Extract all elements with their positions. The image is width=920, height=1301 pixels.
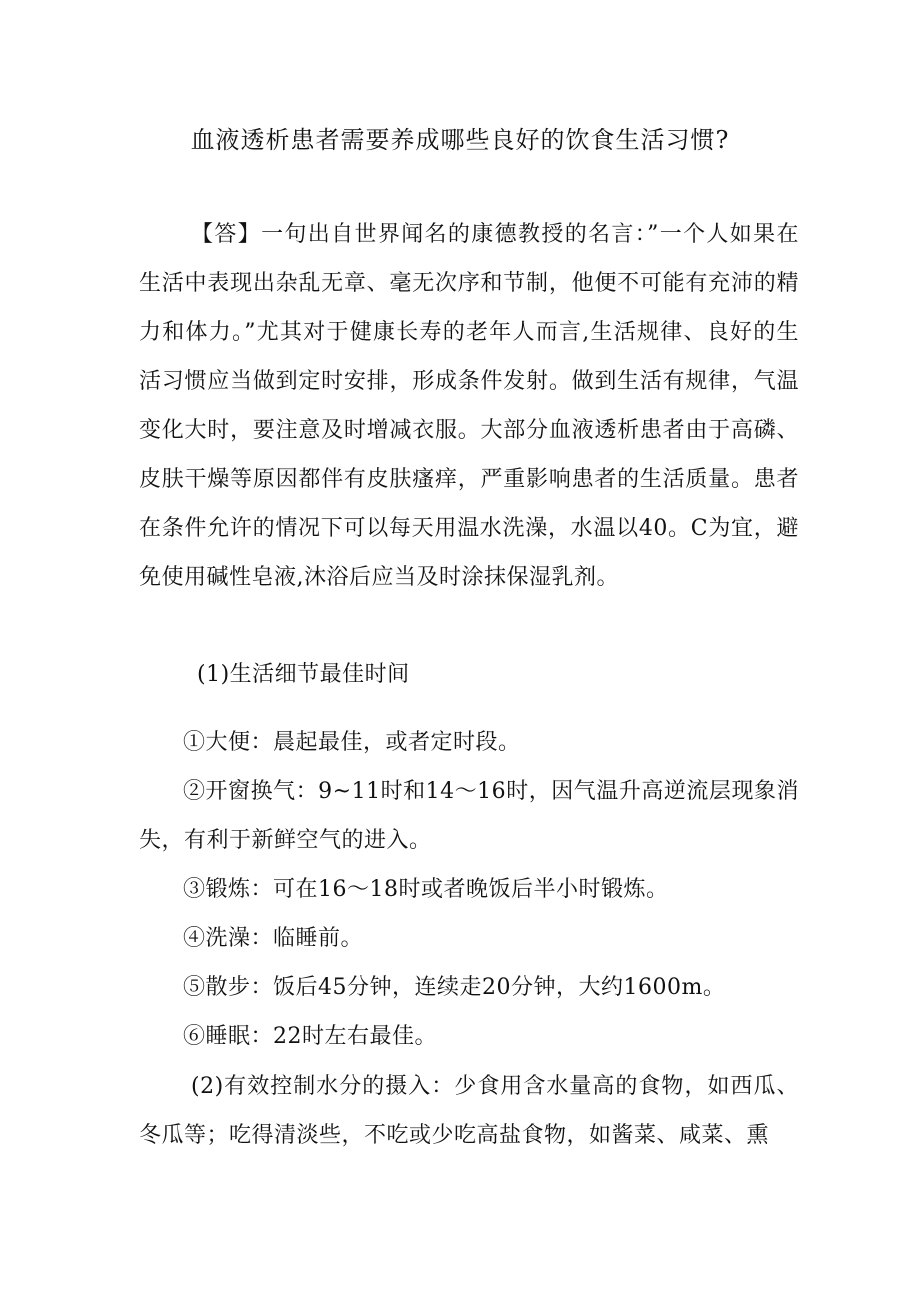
section2-paragraph: (2)有效控制水分的摄入：少食用含水量高的食物，如西瓜、冬瓜等；吃得清淡些，不吃或少吃高盐食物，如酱菜、咸菜、熏 (139, 1074, 799, 1148)
answer-paragraph: 【答】一句出自世界闻名的康德教授的名言：”一个人如果在生活中表现出杂乱无章、毫无次序和节制，他便不可能有充沛的精力和体力。”尤其对于健康长寿的老年人而言,生活规律、良好的生活习惯应当做到定时安排，形成条件发射。做到生活有规律，气温变化大时，要注意及时增减衣服。大部分血液透析患者由于高磷、皮肤干燥等原因都伴有皮肤瘙痒，严重影响患者的生活质量。患者在条件允许的情况下可以每天用温水洗澡，水温以40。C为宜，避免使用碱性皂液,沐浴后应当及时涂抹保湿乳剂。 (139, 222, 799, 590)
list-item: ⑤散步：饭后45分钟，连续走20分钟，大约1600m。 (183, 975, 726, 1000)
document-title: 血液透析患者需要养成哪些良好的饮食生活习惯? (190, 126, 730, 154)
list-item: ⑥睡眠：22时左右最佳。 (183, 1024, 437, 1049)
list-item: ③锻炼：可在16～18时或者晚饭后半小时锻炼。 (183, 877, 669, 902)
list-item: ①大便：晨起最佳，或者定时段。 (183, 730, 521, 755)
section1-heading: (1)生活细节最佳时间 (197, 662, 410, 687)
list-item: ④洗澡：临睡前。 (183, 926, 364, 951)
list-item: ②开窗换气：9~11时和14～16时，因气温升高逆流层现象消失，有利于新鲜空气的进入。 (139, 779, 799, 853)
